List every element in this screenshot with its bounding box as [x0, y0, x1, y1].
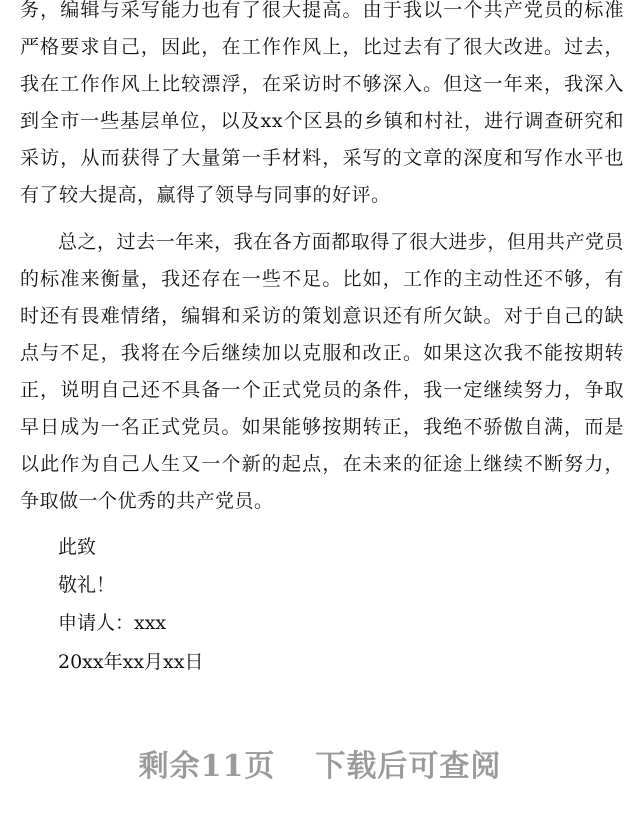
body-paragraph-1: 务，编辑与采写能力也有了很大提高。由于我以一个共产党员的标准严格要求自己，因此，在工作作风上，比过去有了很大改进。过去，我在工作作风上比较漂浮，在采访时不够深入。但这一年来，我深入到全市一些基层单位，以及xx个区县的乡镇和村社，进行调查研究和采访，从而获得了大量第一手材料，采写的文章的深度和写作水平也有了较大提高，赢得了领导与同事的好评。: [20, 0, 624, 206]
download-banner[interactable]: [0, 742, 640, 792]
closing-salutation-2: 敬礼！: [58, 574, 116, 596]
closing-salutation-1: 此致: [58, 536, 97, 558]
application-date: 20xx年xx月xx日: [58, 651, 204, 673]
remaining-pages-label: 剩余11页: [138, 749, 276, 784]
body-paragraph-2: 总之，过去一年来，我在各方面都取得了很大进步，但用共产党员的标准来衡量，我还存在一些不足。比如，工作的主动性还不够，有时还有畏难情绪，编辑和采访的策划意识还有所欠缺。对于自己的缺点与不足，我将在今后继续加以克服和改正。如果这次我不能按期转正，说明自己还不具备一个正式党员的条件，我一定继续努力，争取早日成为一名正式党员。如果能够按期转正，我绝不骄傲自满，而是以此作为自己人生又一个新的起点，在未来的征途上继续不断努力，争取做一个优秀的共产党员。: [20, 231, 624, 512]
applicant-signature: 申请人：xxx: [58, 612, 167, 634]
download-prompt-label: 下载后可查阅: [315, 749, 502, 784]
